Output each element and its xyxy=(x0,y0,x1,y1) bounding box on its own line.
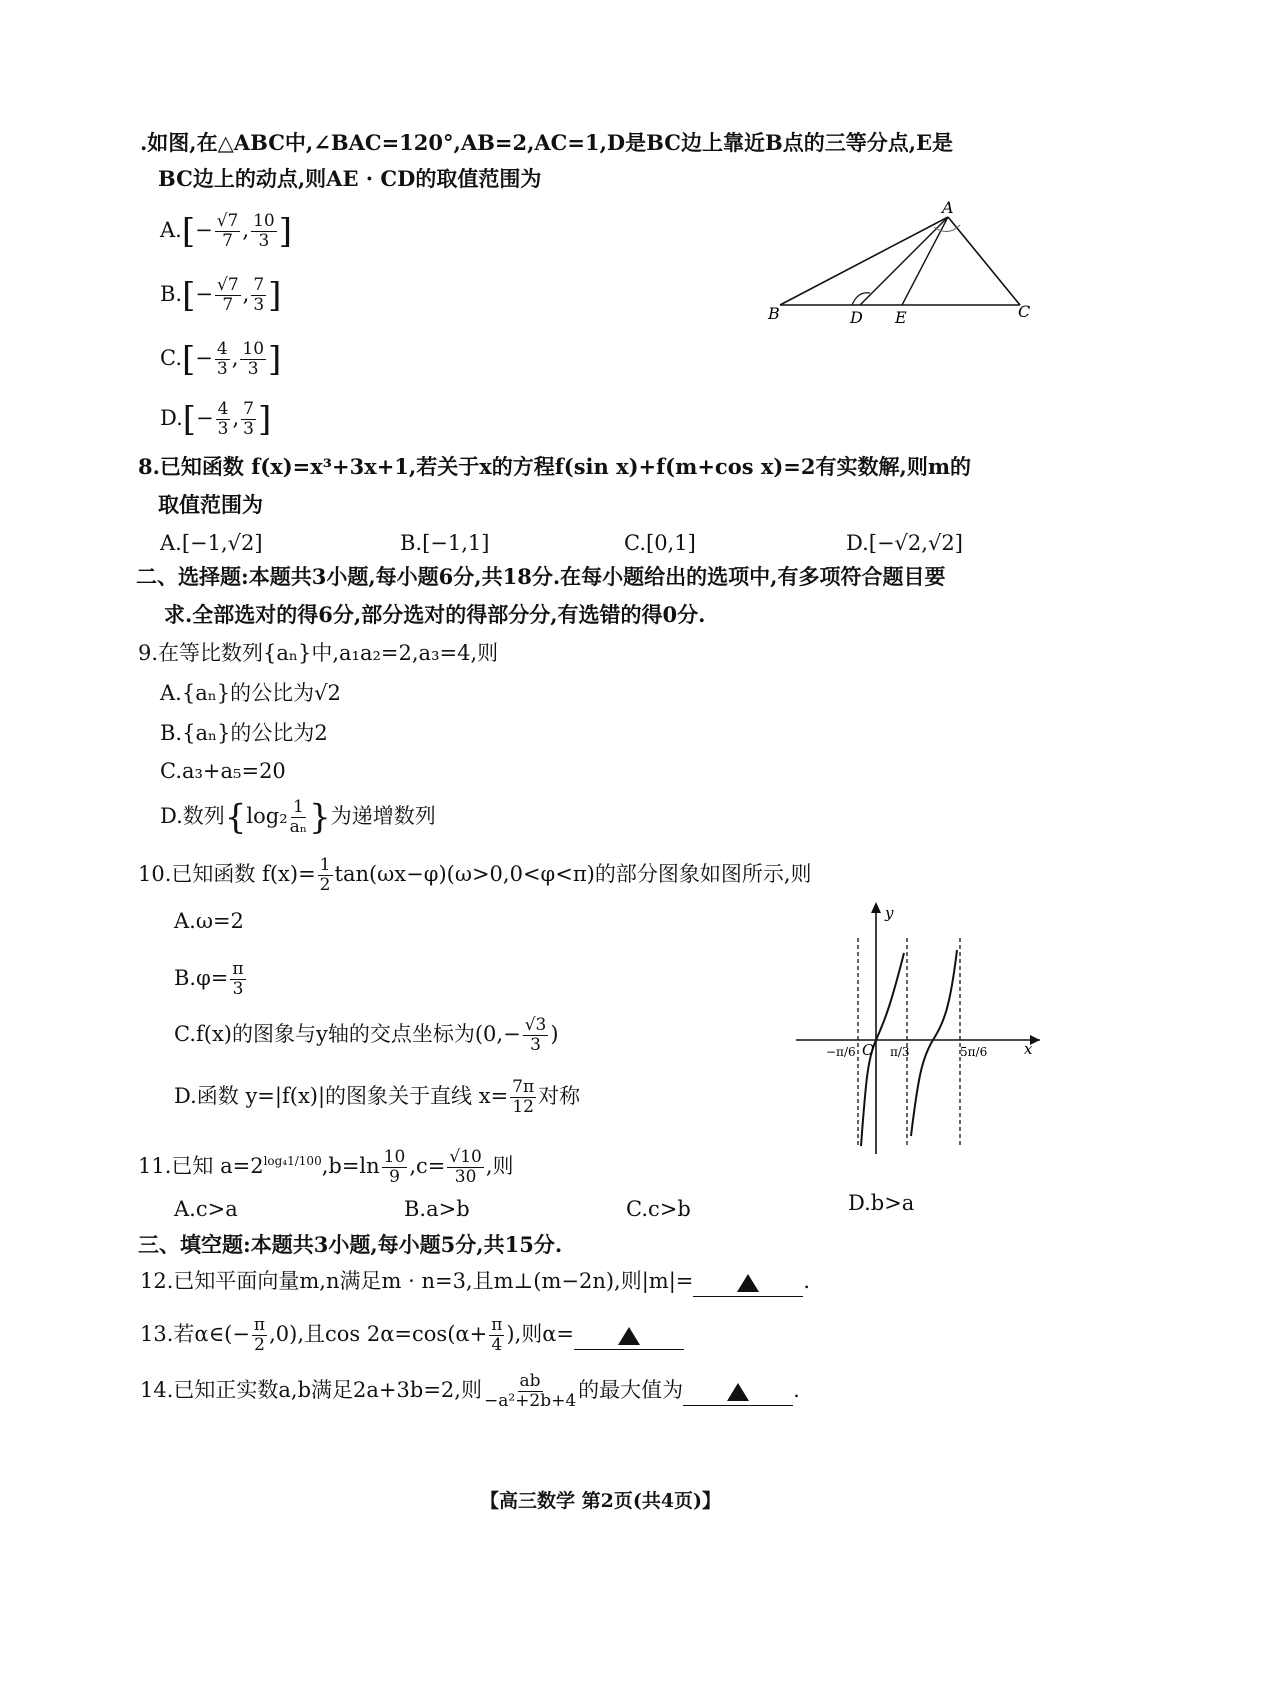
label-d: D xyxy=(850,308,863,327)
q13: 13.若α∈(− $\frac{\pi}{2}$ ,0),且cos 2α=cos(α+ $\frac{\pi}{4}$ ),则α= xyxy=(140,1316,684,1355)
q10-option-b: B.φ= $\frac{\pi}{3}$ xyxy=(174,959,244,999)
q9-option-d: D.数列{log₂ $\frac{1}{\text{aₙ}}$ }为递增数列 xyxy=(160,797,436,838)
y-axis-label: y xyxy=(885,904,894,922)
triangle-icon xyxy=(737,1274,759,1292)
q13-answer-blank xyxy=(574,1319,684,1350)
section2-line2: 求.全部选对的得6分,部分选对的得部分分,有选错的得0分. xyxy=(164,602,706,627)
q9-stem: 9.在等比数列{aₙ}中,a₁a₂=2,a₃=4,则 xyxy=(138,641,499,665)
origin-label: O xyxy=(862,1041,875,1059)
q7-line2: BC边上的动点,则AE · CD的取值范围为 xyxy=(158,166,542,191)
section3-heading: 三、填空题:本题共3小题,每小题5分,共15分. xyxy=(138,1232,563,1257)
q7-option-d: D.[− $\frac{4}{3}$ , $\frac{7}{3}$ ] xyxy=(160,399,272,440)
q14-answer-blank xyxy=(683,1375,793,1406)
section2-line1: 二、选择题:本题共3小题,每小题6分,共18分.在每小题给出的选项中,有多项符合题目要 xyxy=(136,564,946,589)
tick-neg-pi6: −π/6 xyxy=(826,1045,856,1059)
label-c: C xyxy=(1018,302,1031,321)
q8-line2: 取值范围为 xyxy=(158,492,263,517)
q12-answer-blank xyxy=(693,1266,803,1297)
label-b: B xyxy=(768,304,780,323)
q7-line1: .如图,在△ABC中,∠BAC=120°,AB=2,AC=1,D是BC边上靠近B点的三等分点,E是 xyxy=(140,130,954,155)
q9-option-b: B.{aₙ}的公比为2 xyxy=(160,721,328,745)
x-axis-label: x xyxy=(1024,1040,1033,1058)
q8-option-a: A.[−1,√2] xyxy=(160,531,263,555)
q9-option-c: C.a₃+a₅=20 xyxy=(160,759,286,783)
page-footer: 【高三数学 第2页(共4页)】 xyxy=(480,1490,722,1512)
q12: 12.已知平面向量m,n满足m · n=3,且m⊥(m−2n),则|m|= . xyxy=(140,1266,810,1297)
q11-option-a: A.c>a xyxy=(174,1197,238,1221)
tick-pi3: π/3 xyxy=(890,1045,910,1059)
q8-line1: 8.已知函数 f(x)=x³+3x+1,若关于x的方程f(sin x)+f(m+cos x)=2有实数解,则m的 xyxy=(138,454,972,479)
triangle-icon xyxy=(727,1383,749,1401)
q7-option-a: A.[− $\frac{√7}{7}$ , $\frac{10}{3}$ ] xyxy=(160,211,292,252)
tick-5pi6: 5π/6 xyxy=(960,1045,988,1059)
q10-option-d: D.函数 y=|f(x)|的图象关于直线 x= $\frac{7\pi}{12}$ 对称 xyxy=(174,1077,581,1117)
label-e: E xyxy=(895,308,907,327)
q14: 14.已知正实数a,b满足2a+3b=2,则 $\frac{ab}{\text{−a²+2b+4}}$ 的最大值为 . xyxy=(140,1371,800,1411)
q7-option-c: C.[− $\frac{4}{3}$ , $\frac{10}{3}$ ] xyxy=(160,339,282,380)
q11-option-d: D.b>a xyxy=(848,1191,915,1215)
q11-option-b: B.a>b xyxy=(404,1197,470,1221)
q8-option-d: D.[−√2,√2] xyxy=(846,531,963,555)
q11-stem: 11.已知 $a=2^{log_41/100},b=\ln$ $\frac{10}{9}$ ,c= $\frac{√10}{30}$ ,则 xyxy=(138,1147,514,1187)
q10-stem: 10.已知函数 f(x)= $\frac{1}{2}$ tan(ωx−φ)(ω>0,0<φ<π)的部分图象如图所示,则 xyxy=(138,855,812,895)
q10-option-a: A.ω=2 xyxy=(174,909,244,933)
triangle-icon xyxy=(618,1327,640,1345)
q7-option-b: B.[− $\frac{√7}{7}$ , $\frac{7}{3}$ ] xyxy=(160,275,282,316)
q10-option-c: C.f(x)的图象与y轴的交点坐标为(0,− $\frac{√3}{3}$ ) xyxy=(174,1015,559,1055)
label-a: A xyxy=(942,198,954,217)
q9-option-a: A.{aₙ}的公比为√2 xyxy=(160,681,341,705)
triangle-figure xyxy=(760,195,1060,335)
q8-option-c: C.[0,1] xyxy=(624,531,696,555)
tangent-graph xyxy=(790,898,1050,1160)
q11-option-c: C.c>b xyxy=(626,1197,691,1221)
q8-option-b: B.[−1,1] xyxy=(400,531,490,555)
